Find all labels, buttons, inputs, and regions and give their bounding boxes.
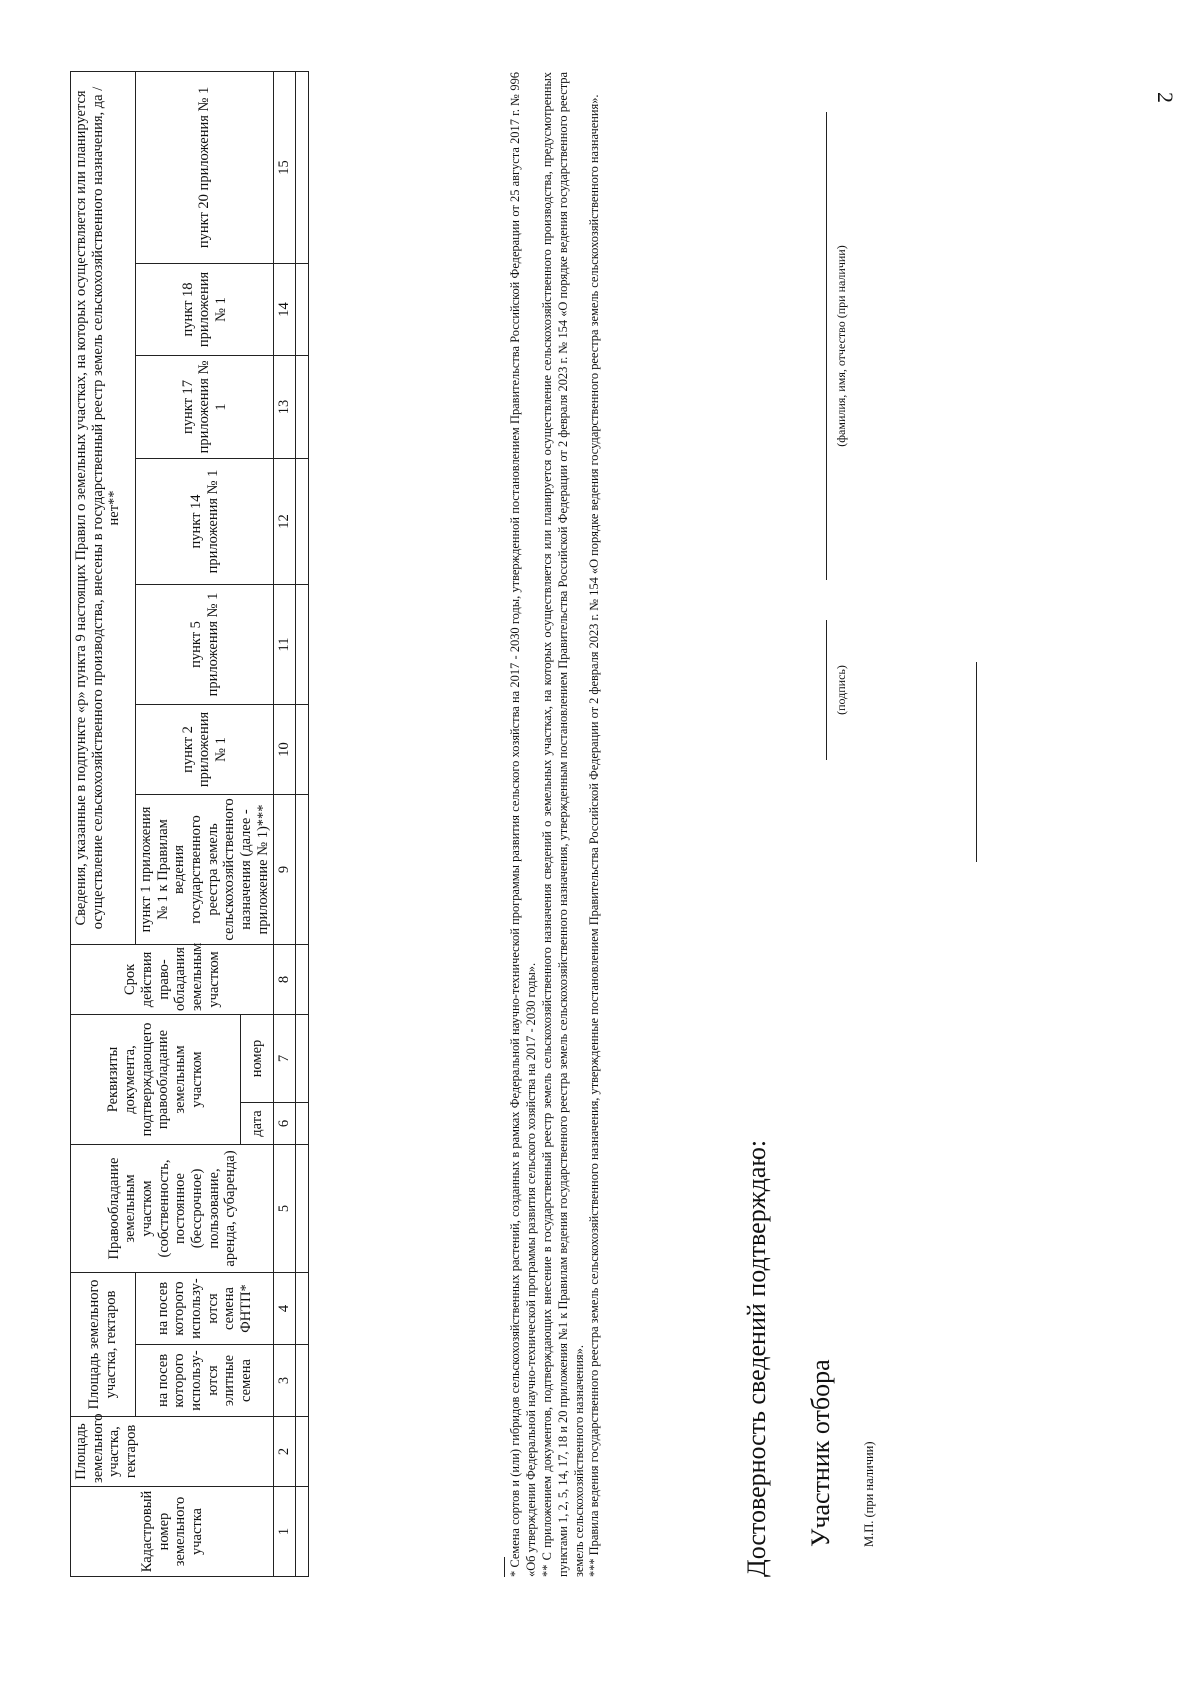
column-number: 13: [274, 355, 296, 458]
data-cell: [296, 263, 309, 355]
column-number: 7: [274, 1014, 296, 1102]
data-cell: [296, 1103, 309, 1145]
data-cell: [296, 1014, 309, 1102]
data-cell: [296, 1345, 309, 1417]
data-cell: [296, 71, 309, 263]
name-line: [826, 112, 827, 580]
column-number: 1: [274, 1487, 296, 1577]
footnote-divider: [504, 1557, 505, 1577]
data-cell: [296, 1273, 309, 1345]
header-area-group: Площадь земельного участка, гектаров: [71, 1273, 136, 1417]
header-item-1: пункт 1 приложения № 1 к Правилам ведения государственного реестра земель сельскохозяйственного назначения (далее - приложение № 1)***: [136, 794, 274, 944]
column-number: 14: [274, 263, 296, 355]
footnote-3: *** Правила ведения государственного реестра земель сельскохозяйственного назначения, утвержденные постановлением Правительства Российской Федерации от 2 февраля 2023 г. № 154 «О порядке ведения государственного реестра земель сельскохозяйственного назначения».: [587, 94, 602, 1577]
header-plot-area: Площадь земельного участка, гектаров: [71, 1417, 274, 1487]
header-date: дата: [240, 1103, 274, 1145]
confirmation-heading: Достоверность сведений подтверждаю:: [742, 1139, 771, 1577]
header-ownership-term: Срок действия право-обладания земельным участком: [71, 944, 274, 1014]
column-number: 15: [274, 71, 296, 263]
column-number: 10: [274, 704, 296, 794]
data-cell: [296, 1417, 309, 1487]
column-number: 3: [274, 1345, 296, 1417]
header-item-2: пункт 2 приложения № 1: [136, 704, 274, 794]
participant-label: Участник отбора: [806, 1359, 835, 1547]
data-cell: [296, 355, 309, 458]
header-item-20: пункт 20 приложения № 1: [136, 71, 274, 263]
data-cell: [296, 944, 309, 1014]
column-number: 2: [274, 1417, 296, 1487]
data-cell: [296, 704, 309, 794]
footnote-1: * Семена сортов и (или) гибридов сельскохозяйственных растений, созданных в рамках Федеральной научно-технической программы развития сельского хозяйства на 2017 - 2030 годы, утвержденной постановлением Правительства Российской Федерации от 25 августа 2017 г. № 996 «Об утверждении Федеральной научно-технической программы развития сельского хозяйства на 2017 - 2030 годы».: [508, 72, 538, 1577]
column-number: 12: [274, 458, 296, 584]
data-cell: [296, 1145, 309, 1273]
header-item-14: пункт 14 приложения № 1: [136, 458, 274, 584]
header-elite-seeds-area: на посев которого использу-ются элитные семена: [136, 1345, 274, 1417]
page-number: 2: [1153, 92, 1178, 103]
column-number: 5: [274, 1145, 296, 1273]
data-cell: [296, 458, 309, 584]
column-number: 11: [274, 584, 296, 704]
column-number: 6: [274, 1103, 296, 1145]
land-plots-table: [70, 71, 309, 1577]
header-registry-info: Сведения, указанные в подпункте «р» пункта 9 настоящих Правил о земельных участках, на которых осуществляется или планируется осуществление сельскохозяйственного производства, внесены в государственный реестр земель сельскохозяйственного назначения, да / нет**: [71, 71, 136, 944]
header-fntp-seeds-area: на посев которого использу-ются семена ФНТП*: [136, 1273, 274, 1345]
column-number: 4: [274, 1273, 296, 1345]
data-cell: [296, 794, 309, 944]
column-number: 8: [274, 944, 296, 1014]
header-document-details: Реквизиты документа, подтверждающего правообладание земельным участком: [71, 1014, 241, 1144]
data-cell: [296, 1487, 309, 1577]
data-cell: [296, 584, 309, 704]
header-item-17: пункт 17 приложения № 1: [136, 355, 274, 458]
header-item-18: пункт 18 приложения № 1: [136, 263, 274, 355]
stamp-note: М.П. (при наличии): [862, 1441, 876, 1547]
blank-line: [976, 662, 977, 862]
header-item-5: пункт 5 приложения № 1: [136, 584, 274, 704]
name-caption: (фамилия, имя, отчество (при наличии): [834, 245, 848, 447]
header-number: номер: [240, 1014, 274, 1102]
signature-caption: (подпись): [834, 665, 848, 715]
footnotes: [508, 72, 603, 1577]
footnote-2: ** С приложением документов, подтверждающих внесение в государственный реестр земель сельскохозяйственного назначения сведений о земельных участках, на которых осуществляется или планируется осуществление сельскохозяйственного производства, предусмотренных пунктами 1, 2, 5, 14, 17, 18 и 20 приложения №1 к Правилам ведения государственного реестра земель сельскохозяйственного назначения, утвержденным постановлением Правительства Российской Федерации от 2 февраля 2023 г. № 154 «О порядке ведения государственного реестра земель сельскохозяйственного назначения».: [539, 72, 586, 1577]
signature-line: [826, 620, 827, 760]
header-ownership: Правообладание земельным участком (собственность, постоянное (бессрочное) пользование, аренда, субаренда): [71, 1145, 274, 1273]
column-number: 9: [274, 794, 296, 944]
header-cadastral-number: Кадастровый номер земельного участка: [71, 1487, 274, 1577]
